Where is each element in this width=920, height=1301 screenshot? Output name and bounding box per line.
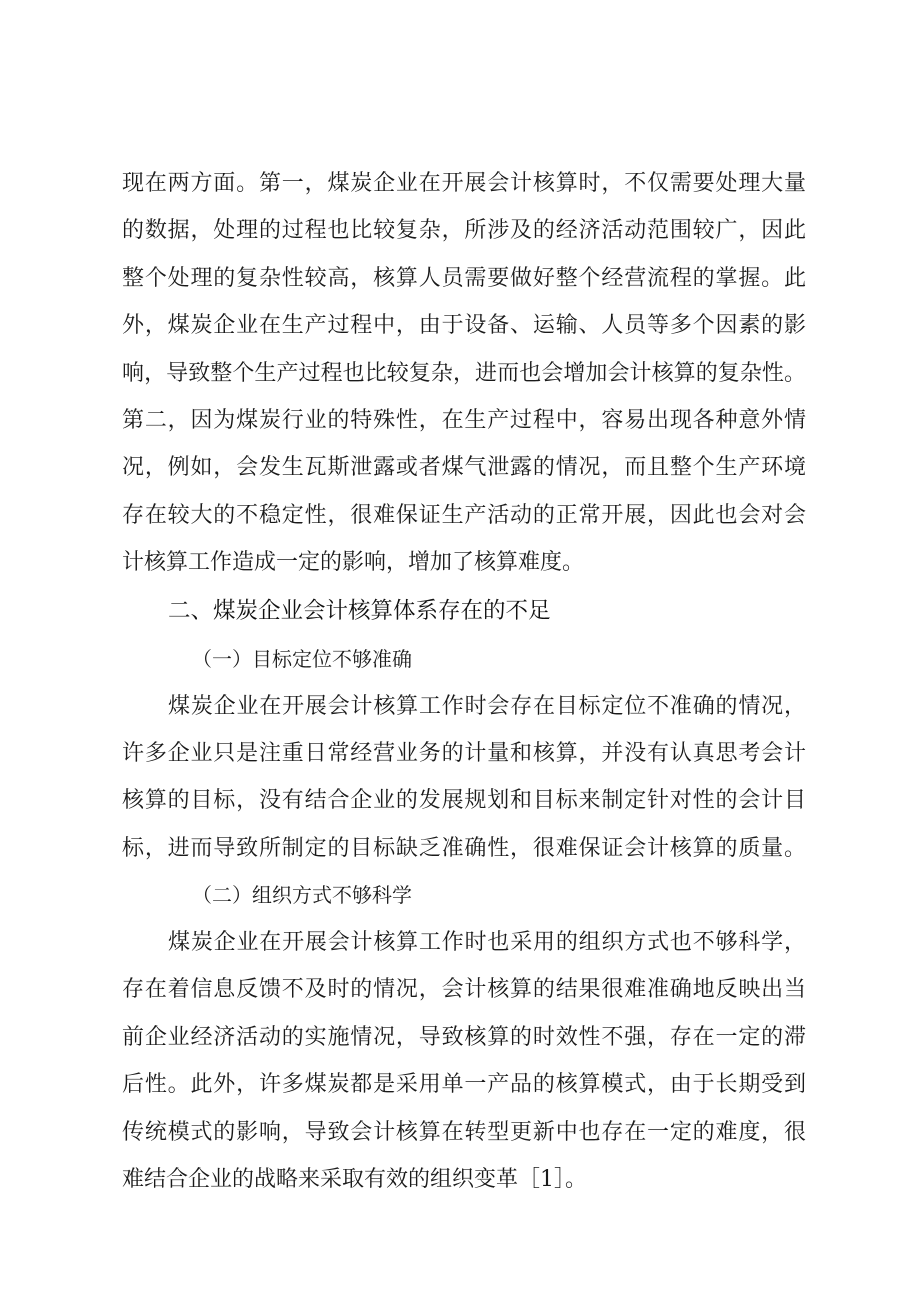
text-line: 况，例如，会发生瓦斯泄露或者煤气泄露的情况，而且整个生产环境 bbox=[122, 455, 806, 481]
text-line: 外，煤炭企业在生产过程中，由于设备、运输、人员等多个因素的影 bbox=[122, 313, 806, 339]
text-line: 许多企业只是注重日常经营业务的计量和核算，并没有认真思考会计 bbox=[122, 740, 806, 766]
text-line: 的数据，处理的过程也比较复杂，所涉及的经济活动范围较广，因此 bbox=[122, 218, 806, 244]
text-line: 整个处理的复杂性较高，核算人员需要做好整个经营流程的掌握。此 bbox=[122, 265, 806, 291]
text-line: 存在较大的不稳定性，很难保证生产活动的正常开展，因此也会对会 bbox=[122, 502, 806, 528]
subheading-organization-method: （二）组织方式不够科学 bbox=[192, 883, 412, 908]
text-line: 核算的目标，没有结合企业的发展规划和目标来制定针对性的会计目 bbox=[122, 788, 806, 814]
text-line: 煤炭企业在开展会计核算工作时会存在目标定位不准确的情况， bbox=[168, 693, 806, 719]
paragraph-target-positioning bbox=[122, 683, 806, 873]
text-line: 现在两方面。第一，煤炭企业在开展会计核算时，不仅需要处理大量 bbox=[122, 171, 806, 196]
text-line: 前企业经济活动的实施情况，导致核算的时效性不强，存在一定的滞 bbox=[122, 1024, 806, 1050]
text-line: 第二，因为煤炭行业的特殊性，在生产过程中，容易出现各种意外情 bbox=[122, 407, 806, 433]
subheading-target-positioning: （一）目标定位不够准确 bbox=[192, 646, 412, 671]
text-line: 存在着信息反馈不及时的情况，会计核算的结果很难准确地反映出当 bbox=[122, 977, 806, 1003]
text-line: 标，进而导致所制定的目标缺乏准确性，很难保证会计核算的质量。 bbox=[122, 835, 806, 861]
text-line: 传统模式的影响，导致会计核算在转型更新中也存在一定的难度，很 bbox=[122, 1119, 806, 1145]
text-line: 响，导致整个生产过程也比较复杂，进而也会增加会计核算的复杂性。 bbox=[122, 360, 806, 386]
text-line: 后性。此外，许多煤炭都是采用单一产品的核算模式，由于长期受到 bbox=[122, 1072, 806, 1098]
section-heading: 二、煤炭企业会计核算体系存在的不足 bbox=[168, 597, 551, 624]
paragraph-organization-method bbox=[122, 919, 806, 1203]
text-line: 计核算工作造成一定的影响，增加了核算难度。 bbox=[122, 550, 585, 576]
text-line: 煤炭企业在开展会计核算工作时也采用的组织方式也不够科学， bbox=[168, 930, 806, 956]
document-page bbox=[122, 160, 806, 1203]
paragraph-intro bbox=[122, 160, 806, 587]
text-line: 难结合企业的战略来采取有效的组织变革［1］。 bbox=[122, 1167, 587, 1193]
